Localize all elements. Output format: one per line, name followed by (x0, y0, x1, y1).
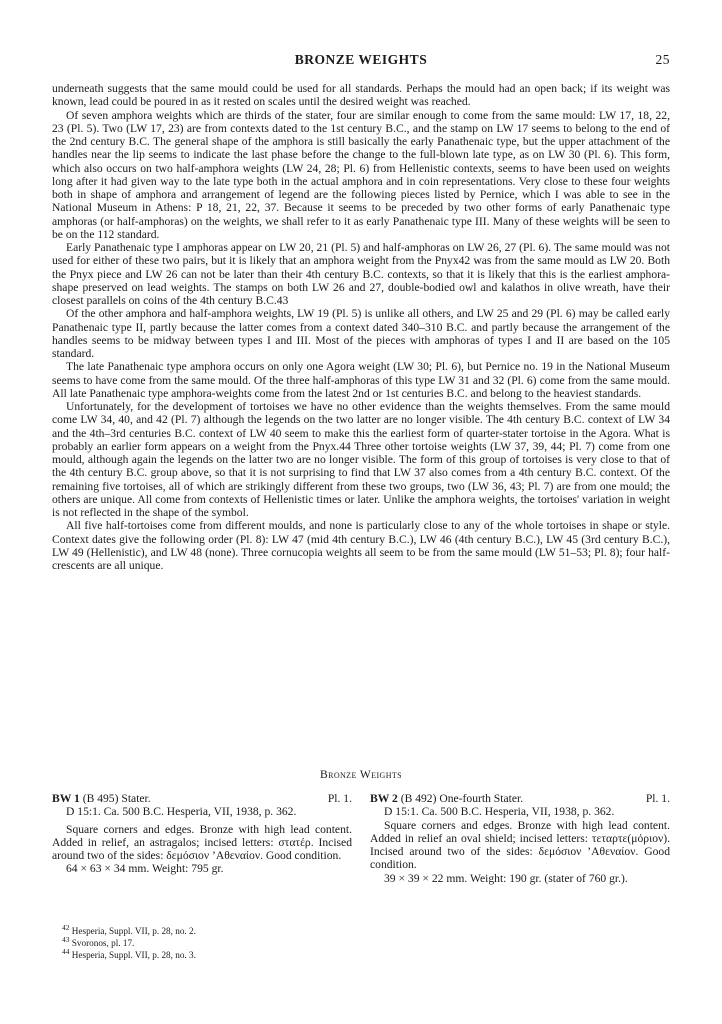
paragraph: Early Panathenaic type I amphoras appear on LW 20, 21 (Pl. 5) and half-amphoras on LW 26, 27 (Pl. 6). The same mould was not used for either of these two pairs, but it is likely that an amphora weight from the Pnyx42 was from the same mould as LW 20. Both the Pnyx piece and LW 26 can not be later than their 4th century B.C. contexts, so that it is likely that this is the earliest amphora-shape preserved on lead weights. The stamps on both LW 26 and 27, double-bodied owl and kalathos in olive wreath, have their closest parallels on coins of the 4th century B.C.43 (52, 241, 670, 307)
section-title: Bronze Weights (319, 768, 403, 781)
paragraph: Of seven amphora weights which are thirds of the stater, four are similar enough to come from the same mould: LW 17, 18, 22, 23 (Pl. 5). Two (LW 17, 23) are from contexts dated to the 1st century B.C., and the stamp on LW 17 seems to belong to the end of the 2nd century B.C. The general shape of the amphora is still basically the early Panathenaic type, but the upper attachment of the handles near the lip seems to indicate the last phase before the change to the full-blown late type, as on LW 30 (Pl. 6). This form, which also occurs on two half-amphora weights (LW 24, 28; Pl. 6) from Hellenistic contexts, seems to have been used on weights long after it had given way to the late type both in the actual amphora and in coin representations. Very close to these four weights both in shape of amphora and arrangement of legend are the following pieces listed by Pernice, which I was able to see in the National Museum in Athens: P 18, 21, 22, 37. Because it seems to be preceded by two other forms of early Panathenaic type amphoras (or half-amphoras) on the weights, we shall refer to it as early Panathenaic type III. Many of these weights will be seen to be on the 112 standard. (52, 108, 670, 241)
footnote: $^{43}$ Svoronos, pl. 17. (62, 934, 135, 948)
running-header (52, 52, 670, 68)
footnote: $^{44}$ Hesperia, Suppl. VII, p. 28, no. 3. (62, 946, 196, 960)
paragraph: All five half-tortoises come from different moulds, and none is particularly close to any of the whole tortoises in shape or style. Context dates give the following order (Pl. 8): LW 47 (mid 4th century B.C.), LW 46 (4th century B.C.), LW 45 (3rd century B.C.), LW 49 (Hellenistic), and LW 48 (none). Three cornucopia weights all seem to be from the same mould (LW 51–53; Pl. 8); four half-crescents are all unique. (52, 519, 670, 572)
footnote: $^{42}$ Hesperia, Suppl. VII, p. 28, no. 2. (62, 922, 196, 936)
entry-measure: 64 × 63 × 34 mm. Weight: 795 gr. (66, 862, 224, 876)
entry-inventory: (B 495) (82, 792, 119, 805)
entry-heading (52, 792, 352, 805)
catalogue-entry-bw2 (370, 792, 670, 885)
entry-description: Square corners and edges. Bronze with high lead content. Added in relief, an astragalos; incised letters: στατέρ. Incised around two of the sides: δεμόσιον ’Αθεναίον. Good condition. (52, 822, 352, 862)
paragraph: Unfortunately, for the development of tortoises we have no other evidence than the weights themselves. From the same mould come LW 34, 40, and 42 (Pl. 7) although the legends on the two latter are no longer visible. The 4th century B.C. context of LW 34 and the 4th–3rd centuries B.C. context of LW 40 seem to make this the earliest form of quarter-stater tortoise in the Agora. What is probably an earlier form appears on a weight from the Pnyx.44 Three other tortoise weights (LW 37, 39, 44; Pl. 7) come from one mould, although again the legends on the latter two are no longer visible. The form of this group of tortoises is very close to that of the 4th century B.C. group above, so that it is not surprising to find that LW 37 also comes from a 4th century B.C. context. Of the remaining five tortoises, all of which are strikingly different from these two groups, two (LW 36, 43; Pl. 7) are from one mould; the others are unique. All come from contexts of Hellenistic times or later. Unlike the amphora weights, the tortoises' variation in weight is not reflected in the shape of the symbol. (52, 400, 670, 519)
entry-heading (370, 792, 670, 805)
entry-name: One-fourth Stater. (439, 792, 524, 805)
running-title: BRONZE WEIGHTS (294, 52, 428, 67)
entry-measure: 39 × 39 × 22 mm. Weight: 190 gr. (stater of 760 gr.). (384, 871, 628, 885)
entry-inventory: (B 492) (400, 792, 437, 805)
footnotes (62, 922, 196, 961)
entry-description: Square corners and edges. Bronze with high lead content. Added in relief an oval shield; incised letters: τεταρτε(μόριον). Incised around two of the sides: δεμόσιον ’Αθεναίον. Good condition. (370, 818, 670, 872)
paragraph: underneath suggests that the same mould could be used for all standards. Perhaps the mould had an open back; if its weight was known, lead could be poured in as it rested on scales until the desired weight was reached. (52, 82, 670, 109)
entry-plate: Pl. 1. (645, 792, 670, 805)
entry-name: Stater. (121, 792, 151, 805)
entry-id: BW 2 (370, 792, 398, 805)
entry-id: BW 1 (52, 792, 80, 805)
entry-plate: Pl. 1. (327, 792, 352, 805)
page-number: 25 (655, 52, 670, 67)
entry-context: D 15:1. Ca. 500 B.C. Hesperia, VII, 1938, p. 362. (384, 805, 615, 819)
paragraph: The late Panathenaic type amphora occurs on only one Agora weight (LW 30; Pl. 6), but Pernice no. 19 in the National Museum seems to have come from the same mould. Of the three half-amphoras of this type LW 31 and 32 (Pl. 6) come from the same mould. All late Panathenaic type amphora-weights come from the latest 2nd or 1st centuries B.C. and belong to the heaviest standards. (52, 360, 670, 400)
entry-context: D 15:1. Ca. 500 B.C. Hesperia, VII, 1938, p. 362. (66, 805, 297, 819)
catalogue-entry-bw1 (52, 792, 352, 876)
body-text (52, 82, 670, 572)
paragraph: Of the other amphora and half-amphora weights, LW 19 (Pl. 5) is unlike all others, and LW 25 and 29 (Pl. 6) may be called early Panathenaic type II, partly because the latter comes from a context dated 340–310 B.C. and partly because the arrangement of the handles seems to be midway between types I and III. Most of the pieces with amphoras of types I and II are based on the 105 standard. (52, 307, 670, 360)
